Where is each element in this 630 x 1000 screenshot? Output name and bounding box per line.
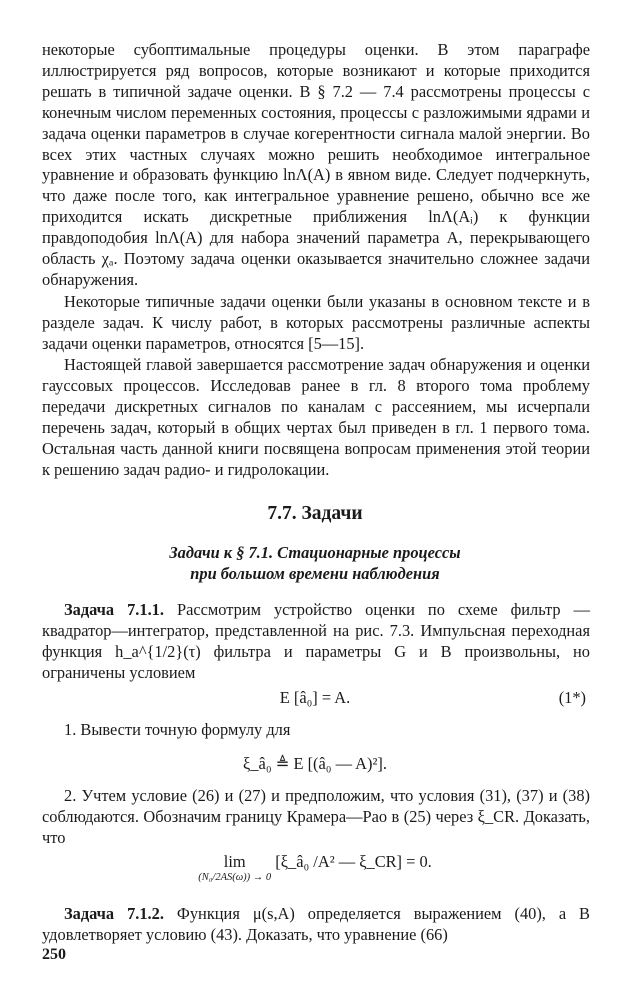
item-2: 2. Учтем условие (26) и (27) и предположим, что условия (31), (37) и (38) соблюдаются. Обозначим границу Крамера—Рао в (25) через ξ_CR. Доказать, что bbox=[42, 786, 590, 847]
equation-1-number: (1*) bbox=[558, 688, 586, 707]
equation-3 bbox=[0, 852, 630, 883]
paragraph-typical-tasks: Некоторые типичные задачи оценки были указаны в основном тексте и в разделе задач. К числу работ, в которых рассмотрены различные аспекты задачи оценки параметров, относятся [5—15]. bbox=[42, 292, 590, 353]
section-title: 7.7. Задачи bbox=[267, 503, 363, 524]
equation-2 bbox=[0, 754, 630, 774]
task-7-1-1 bbox=[42, 600, 590, 684]
paragraph-chapter-conclusion: Настоящей главой завершается рассмотрение задач обнаружения и оценки гауссовых процессов. Исследовав ранее в гл. 8 второго тома проблему передачи дискретных сигналов по каналам с рассеянием, мы исчерпали перечень задач, который в общих чертах был приведен в гл. 1 первого тома. Остальная часть данной книги посвящена вопросам применения этой теории к решению задач радио- и гидролокации. bbox=[42, 355, 590, 479]
page-number: 250 bbox=[42, 946, 66, 963]
equation-3-lim-word: lim bbox=[223, 852, 246, 871]
task-7-1-2 bbox=[42, 904, 590, 946]
equation-3-body: [ξ_â₀ /A² — ξ_CR] = 0. bbox=[275, 852, 432, 871]
subsection-title bbox=[0, 543, 630, 584]
task-7-1-1-text: Рассмотрим устройство оценки по схеме фильтр — квадратор—интегратор, представленной на рис. 7.3. Импульсная переходная функция h_a^{1/2}(τ) фильтра и параметры G и B произвольны, но ограничены условием bbox=[42, 600, 590, 682]
paragraph-intro: некоторые субоптимальные процедуры оценки. В этом параграфе иллюстрируется ряд вопросов, которые возникают и которые приходится решать в типичной задаче оценки. В § 7.2 — 7.4 рассмотрены процессы с конечным числом переменных состояния, процессы с разложимыми ядрами и задача оценки параметров в случае когерентности сигнала малой энергии. Во всех этих частных случаях можно решить необходимое интегральное уравнение и образовать функцию lnΛ(A) в явном виде. Следует подчеркнуть, что даже после того, как интегральное уравнение решено, обычно все же приходится искать дискретные приближения lnΛ(Aᵢ) к функции правдоподобия lnΛ(A) для набора значений параметра A, перекрывающего область χₐ. Поэтому задача оценки оказывается значительно сложнее задачи обнаружения. bbox=[42, 40, 590, 289]
item-1: 1. Вывести точную формулу для bbox=[64, 720, 291, 739]
task-7-1-2-text: Функция μ(s,A) определяется выражением (40), а B удовлетворяет условию (43). Доказать, что уравнение (66) bbox=[42, 904, 590, 944]
equation-1 bbox=[0, 688, 630, 708]
equation-2-body: ξ_â₀ ≜ E [(â₀ — A)²]. bbox=[243, 754, 387, 773]
task-7-1-2-label: Задача 7.1.2. bbox=[64, 904, 164, 923]
equation-1-body: E [â₀] = A. bbox=[279, 688, 351, 707]
subsection-title-line2: при большом времени наблюдения bbox=[190, 563, 440, 583]
subsection-title-line1: Задачи к § 7.1. Стационарные процессы bbox=[169, 543, 461, 562]
equation-3-lim-subscript: (N₀/2AS(ω)) → 0 bbox=[198, 872, 272, 883]
task-7-1-1-label: Задача 7.1.1. bbox=[64, 600, 164, 619]
equation-3-limit bbox=[198, 852, 271, 883]
